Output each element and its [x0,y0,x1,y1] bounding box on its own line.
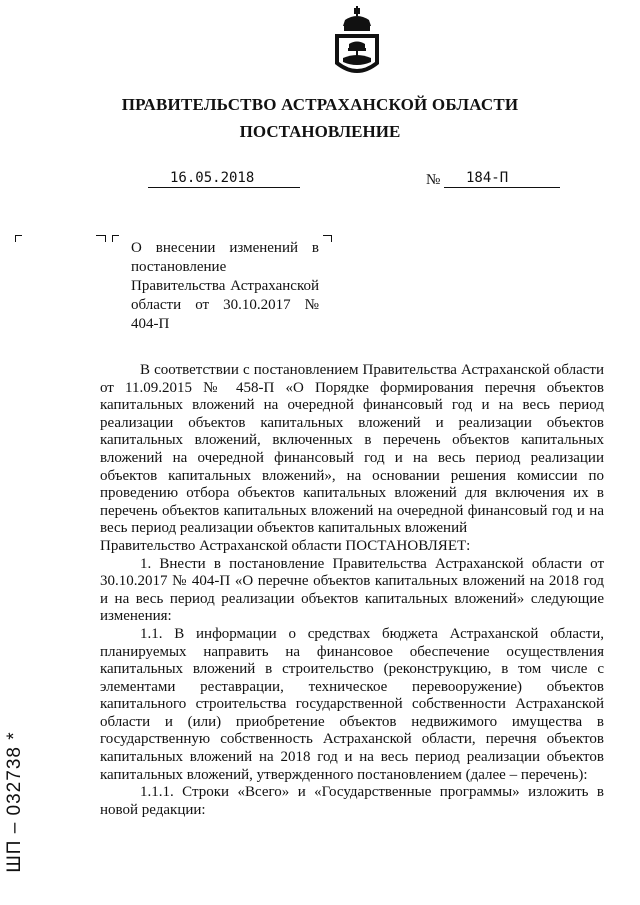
corner-mark [15,235,22,242]
document-number: 184-П [444,171,560,188]
coat-of-arms-icon [327,6,387,86]
document-type-title: ПОСТАНОВЛЕНИЕ [239,122,401,141]
number-sign: № [426,172,441,188]
side-stamp [0,706,30,886]
document-date: 16.05.2018 [148,171,300,188]
body-paragraph: Правительство Астраханской области ПОСТАНОВЛЯЕТ: [100,537,471,554]
corner-mark [323,235,332,242]
document-subject: О внесении изменений в постановление Правительства Астраханской области от 30.10.2017 № 404-П [131,240,319,332]
side-stamp-text: ШП – 032738 * [4,731,25,873]
body-paragraph: В соответствии с постановлением Правительства Астраханской области от 11.09.2015 № 458-П «О Порядке формирования перечня объектов капитальных вложений на очередной финансовый год и на весь период реализации объектов капитальных вложений и реализации объектов капитальных вложений, включенных в перечень объектов капитальных вложений на очередной финансовый год и на весь период реализации объектов капитальных вложений», на основании решения комиссии по проведению отбора объектов капитальных вложений для включения их в перечень объектов капитальных вложений на очередной финансовый год и на весь период реализации объектов капитальных вложений [100,362,604,537]
body-paragraph: 1.1.1. Строки «Всего» и «Государственные программы» изложить в новой редакции: [100,784,604,818]
corner-mark [96,235,106,242]
body-paragraph: 1. Внести в постановление Правительства Астраханской области от 30.10.2017 № 404-П «О перечне объектов капитальных вложений на 2018 год и на весь период реализации объектов капитальных вложений» следующие изменения: [100,555,604,625]
document-body [100,362,604,819]
corner-mark [112,235,119,242]
body-paragraph: 1.1. В информации о средствах бюджета Астраханской области, планируемых направить на финансовое обеспечение осуществления капитальных вложений в строительство (реконструкцию, в том числе с элементами реставрации, техническое перевооружение) объектов капитального строительства государственной собственности Астраханской области и (или) приобретение объектов недвижимого имущества в государственную собственность Астраханской области, перечня объектов капитальных вложений на 2018 год и на весь период реализации объектов капитальных вложений, утвержденного постановлением (далее – перечень): [100,625,604,783]
organization-title: ПРАВИТЕЛЬСТВО АСТРАХАНСКОЙ ОБЛАСТИ [121,95,519,114]
